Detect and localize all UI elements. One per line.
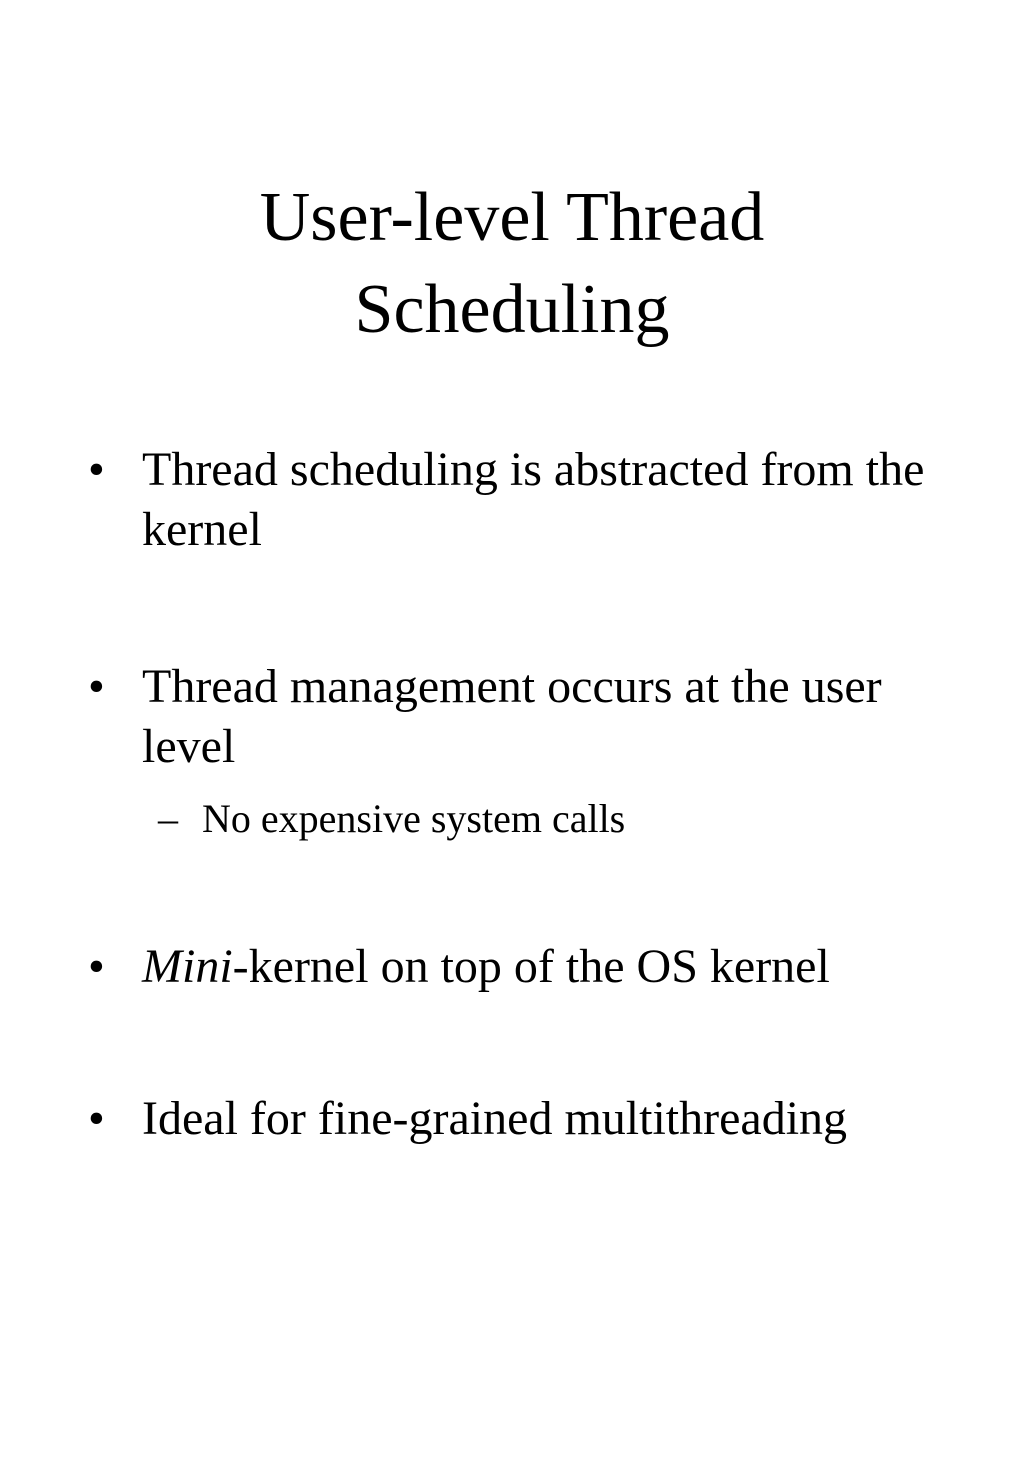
- bullet-item: [88, 937, 948, 997]
- bullet-marker: •: [88, 940, 105, 993]
- bullet-text-rest: -kernel on top of the OS kernel: [232, 940, 830, 993]
- slide-title: [0, 172, 1024, 356]
- sub-bullet-marker: –: [158, 796, 178, 841]
- sub-bullet-item: [158, 794, 938, 844]
- bullet-text-italic: Mini: [142, 940, 233, 993]
- bullet-text: Thread scheduling is abstracted from the kernel: [142, 443, 925, 556]
- bullet-text: [142, 937, 948, 997]
- bullet-item: [88, 657, 948, 777]
- bullet-marker: •: [88, 443, 105, 496]
- title-line-2: Scheduling: [354, 271, 670, 348]
- bullet-marker: •: [88, 660, 105, 713]
- bullet-item: [88, 440, 948, 560]
- title-line-1: User-level Thread: [259, 179, 765, 256]
- bullet-marker: •: [88, 1092, 105, 1145]
- bullet-text: Ideal for fine-grained multithreading: [142, 1092, 848, 1145]
- bullet-text: Thread management occurs at the user level: [142, 660, 882, 773]
- sub-bullet-text: No expensive system calls: [202, 796, 626, 841]
- bullet-item: [88, 1089, 948, 1149]
